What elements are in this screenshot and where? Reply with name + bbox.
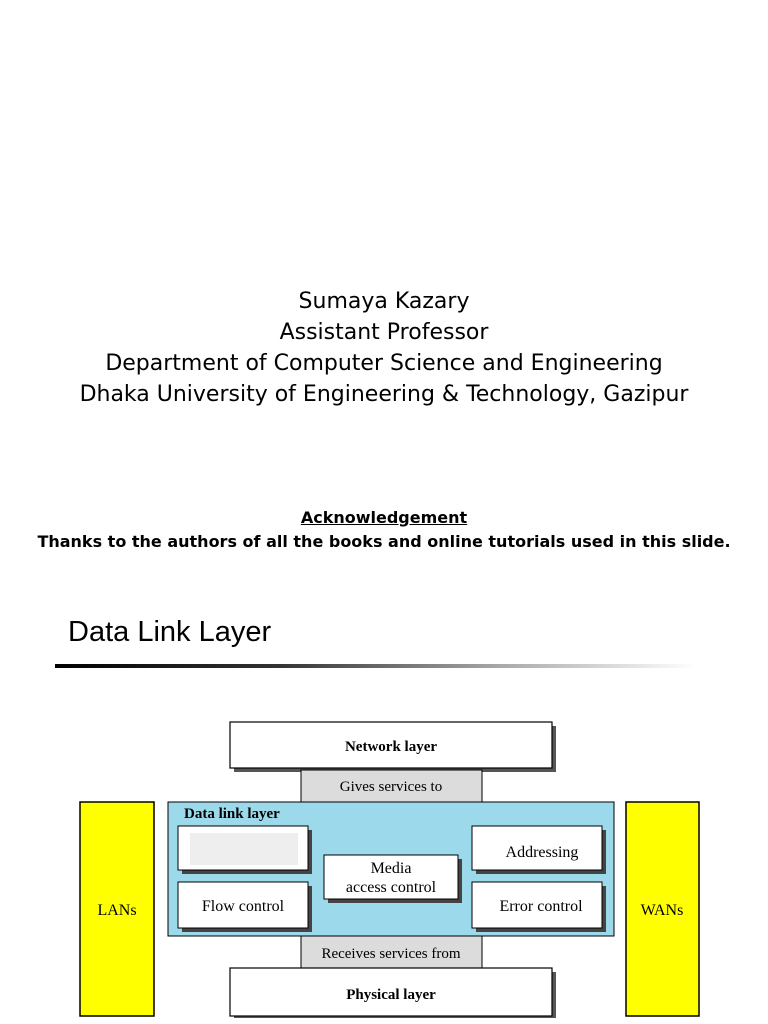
- flow-control-label: Flow control: [201, 898, 285, 915]
- media-access-label-line1: Media: [370, 860, 412, 877]
- wans-label: WANs: [640, 902, 684, 919]
- gives-services-label: Gives services to: [339, 779, 443, 795]
- author-university: Dhaka University of Engineering & Technology, Gazipur: [79, 382, 689, 407]
- error-control-label: Error control: [499, 898, 583, 915]
- addressing-label: Addressing: [505, 844, 579, 861]
- blank-box-inner: [190, 833, 298, 865]
- author-department: Department of Computer Science and Engineering: [105, 351, 663, 376]
- author-name: Sumaya Kazary: [298, 289, 470, 314]
- media-access-label-line2: access control: [345, 879, 437, 896]
- acknowledgement-text: Thanks to the authors of all the books and online tutorials used in this slide.: [37, 532, 731, 551]
- slide-title: Data Link Layer: [68, 616, 272, 648]
- physical-layer-label: Physical layer: [346, 987, 436, 1003]
- author-position: Assistant Professor: [279, 320, 489, 345]
- network-layer-label: Network layer: [344, 739, 438, 755]
- receives-services-label: Receives services from: [321, 946, 461, 962]
- data-link-layer-label: Data link layer: [184, 806, 280, 822]
- lans-label: LANs: [97, 902, 137, 919]
- acknowledgement-title: Acknowledgement: [300, 508, 468, 527]
